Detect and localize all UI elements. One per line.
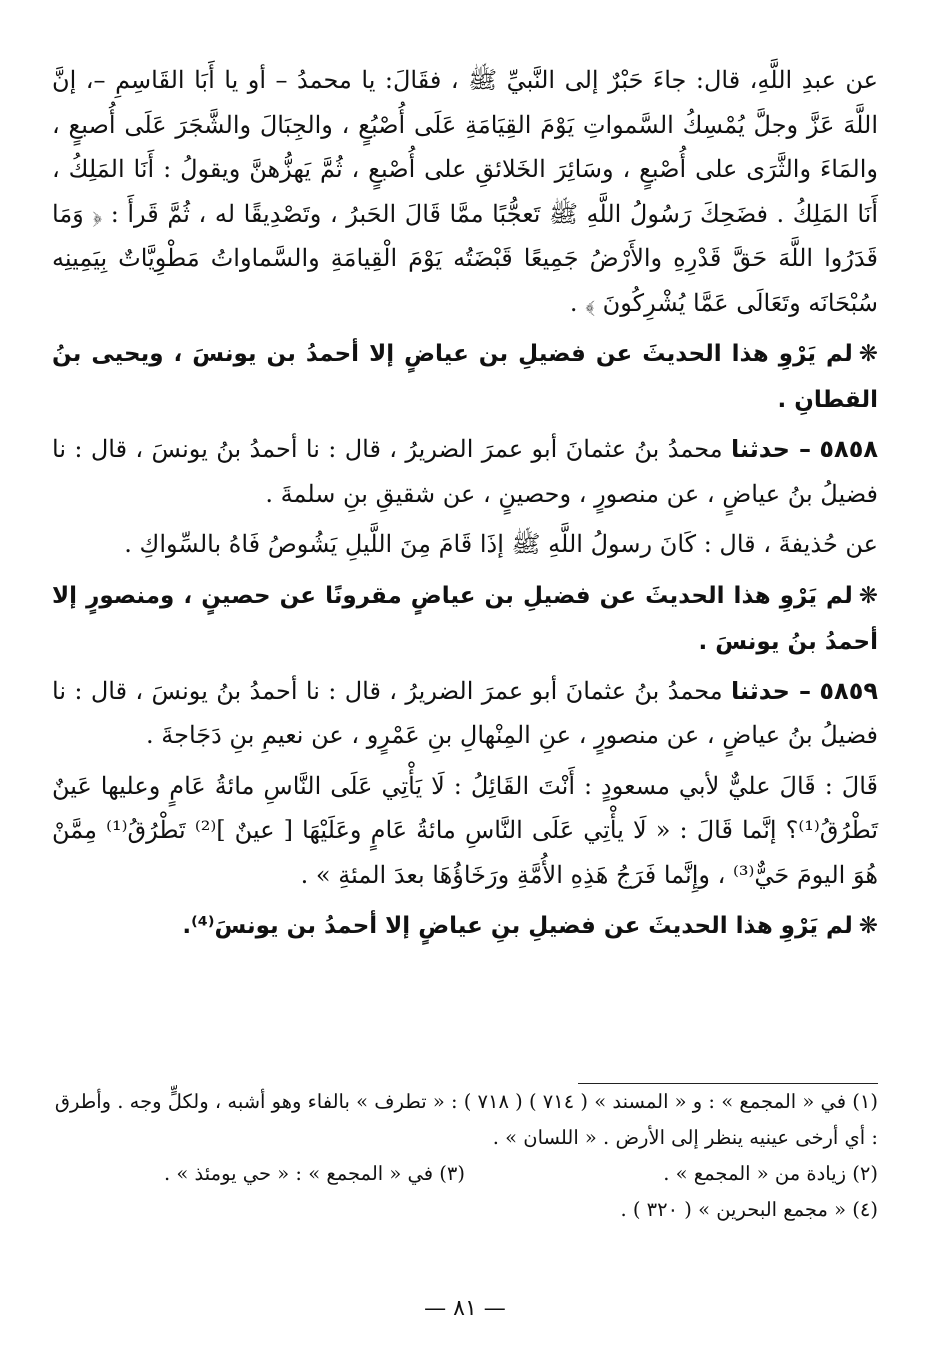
narration-note-3 [52,903,878,949]
narration-note-1 [52,331,878,423]
hadith-chain-5859 [52,669,878,758]
page-number: — ٨١ — [424,1296,506,1321]
asterisk-icon: ❋ [858,341,878,367]
hadith-chain-5859-text: محمدُ بنُ عثمانَ أبو عمرَ الضريرُ ، قال : نا أحمدُ بنُ يونسَ ، قال : نا فضيلُ بنُ عياضٍ ، عن منصورٍ ، عنِ المِنْهالِ بنِ عَمْرٍو ، عن نعيمِ بنِ دَجَاجةَ . [52,676,878,749]
footnotes [52,1083,878,1228]
hadith-lead-5859: – حدثنا [730,676,812,705]
hadith-text-1: عن عبدِ اللَّهِ، قال: جاءَ حَبْرٌ إلى النَّبيِّ ﷺ ، فقَالَ: يا محمدُ – أو يا أَبَا القَاسِمِ –، إنَّ اللَّهَ عَزَّ وجلَّ يُمْسِكُ السَّمواتِ يَوْمَ القِيَامَةِ عَلَى أُصْبُعٍ ، والجِبَالَ والشَّجَرَ عَلَى أُصبعٍ ، والمَاءَ والثَّرَى على أُصْبعٍ ، وسَائِرَ الخَلائقِ على أُصْبعٍ ، ثُمَّ يَهزُّهنَّ ويقولُ : أَنَا المَلِكُ ، أَنَا المَلِكُ . فضَحِكَ رَسُولُ اللَّهِ ﷺ تَعجُّبًا ممَّا قَالَ الحَبرُ ، وتَصْدِيقًا له ، ثُمَّ قَرأَ : ﴿ وَمَا قَدَرُوا اللَّهَ حَقَّ قَدْرِهِ والأَرْضُ جَمِيعًا قَبْضَتُه يَوْمَ الْقِيامَةِ والسَّماواتُ مَطْوِيَّاتٌ بِيَمِينِه سُبْحَانَه وتَعَالَى عَمَّا يُشْرِكُونَ ﴾ . [52,66,878,317]
footnote-2: (٢) زيادة من « المجمع » . [663,1162,878,1185]
footnote-4: (٤) « مجمع البحرين » ( ٣٢٠ ) . [620,1198,878,1221]
hadith-number-5859: ٥٨٥٩ [819,676,878,705]
footnote-3: (٣) في « المجمع » : « حي يومئذ » . [164,1162,465,1185]
narration-note-2-text: لم يَرْوِ هذا الحديثَ عن فضيلِ بن عياضٍ مقرونًا عن حصينٍ ، ومنصورٍ إلا أحمدُ بنُ يونسَ . [52,582,878,655]
narration-note-1-text: لم يَرْوِ هذا الحديثَ عن فضيلِ بن عياضٍ إلا أحمدُ بن يونسَ ، ويحيى بنُ القطانِ . [52,341,878,413]
hadith-text-3: قَالَ : قَالَ عليٌّ لأبي مسعودٍ : أَنْتَ القَائِلُ : لَا يَأْتِي عَلَى النَّاسِ مائةُ عَامٍ وعليها عَينٌ تَطْرُقُ⁽¹⁾؟ إنَّما قَالَ : « لَا يأْتِي عَلَى النَّاسِ مائةُ عَامٍ وعَلَيْهَا [ عينٌ ]⁽²⁾ تَطْرُقُ⁽¹⁾ مِمَّنْ هُوَ اليومَ حَيٌّ⁽³⁾ ، وإِنَّما فَرَجُ هَذِهِ الأُمَّةِ ورَخَاؤُهَا بعدَ المئةِ » . [52,771,878,889]
hadith-chain-5858-text: محمدُ بنُ عثمانَ أبو عمرَ الضريرُ ، قال : نا أحمدُ بنُ يونسَ ، قال : نا فضيلُ بنُ عياضٍ ، عن منصورٍ ، وحصينٍ ، عن شقيقِ بنِ سلمةَ . [52,435,878,508]
asterisk-icon: ❋ [858,913,878,939]
footnote-divider [578,1083,878,1084]
hadith-number-5858: ٥٨٥٨ [819,435,878,463]
asterisk-icon: ❋ [858,582,878,609]
footnote-1: (١) في « المجمع » : و « المسند » ( ٧١٤ ) ( ٧١٨ ) : « تطرف » بالفاء وهو أشبه ، ولكلٍّ وجه . وأطرق : أي أرخى عينيه ينظر إلى الأرض . « اللسان » . [54,1090,878,1149]
hadith-text-2: عن حُذيفةَ ، قال : كَانَ رسولُ اللَّهِ ﷺ إذَا قَامَ مِنَ اللَّيلِ يَشُوصُ فَاهُ بالسِّواكِ . [124,530,878,558]
narration-note-3-text: لم يَرْوِ هذا الحديثَ عن فضيلِ بنِ عياضٍ إلا أحمدُ بن يونسَ⁽⁴⁾. [182,913,853,939]
hadith-lead-5858: – حدثنا [730,435,812,463]
hadith-chain-5858 [52,427,878,516]
narration-note-2 [52,573,878,665]
page-body [52,58,878,953]
